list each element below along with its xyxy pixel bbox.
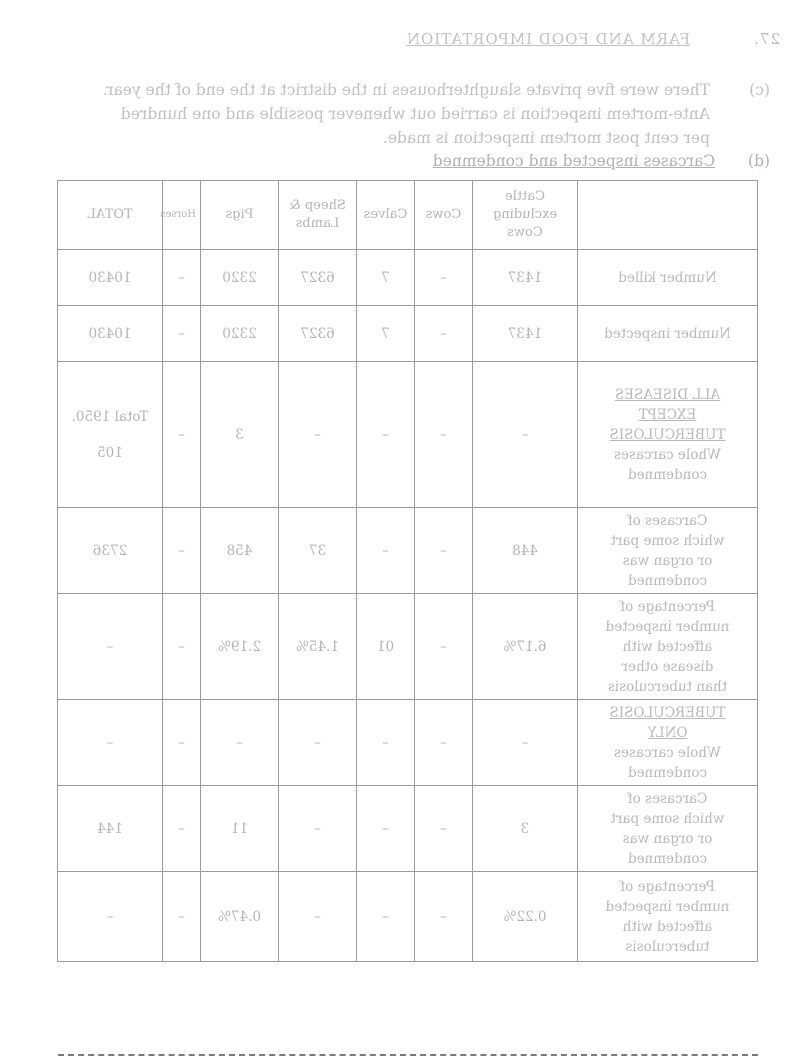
table-cell: 3 (201, 362, 279, 508)
row-description-line: condemned (627, 466, 708, 483)
table-cell: 144 (58, 786, 163, 872)
table-cell (58, 362, 163, 508)
table-cell: – (357, 362, 415, 508)
table-cell: – (473, 362, 578, 508)
table-cell: 3 (473, 786, 578, 872)
table-cell: – (415, 700, 473, 786)
table-cell: – (163, 700, 201, 786)
row-description-line: Carcases of (627, 790, 708, 807)
row-description (578, 872, 758, 962)
table-row (58, 786, 758, 872)
table-cell: – (279, 700, 357, 786)
table-cell: 1437 (473, 306, 578, 362)
row-description-line: which some part (610, 810, 725, 827)
row-description-line: Carcases of (627, 512, 708, 529)
table-row (58, 700, 758, 786)
table-cell: – (279, 786, 357, 872)
table-cell: 2320 (201, 306, 279, 362)
row-description-line: Number inspected (604, 325, 731, 342)
table-row (58, 362, 758, 508)
table-cell: – (201, 700, 279, 786)
row-description (578, 306, 758, 362)
row-description-line: Whole carcases (614, 446, 721, 463)
row-description-line: condemned (627, 764, 708, 781)
row-description-line: condemned (627, 850, 708, 867)
bottom-rule (58, 1054, 758, 1058)
running-head: FARM AND FOOD IMPORTATION (405, 30, 690, 48)
table-row (58, 872, 758, 962)
row-description-line: Number killed (618, 269, 717, 286)
table-cell: – (163, 594, 201, 700)
header-cell: TOTAL (58, 181, 163, 250)
table-cell: 2736 (58, 508, 163, 594)
table-cell: 0.22% (473, 872, 578, 962)
page-header (0, 30, 800, 60)
header-cell (578, 181, 758, 250)
row-description (578, 700, 758, 786)
table-cell: 7 (357, 306, 415, 362)
row-section-heading: TUBERCULOSIS (609, 426, 726, 443)
row-section-heading: EXCEPT (638, 406, 697, 423)
paragraph-c-label: (c) (749, 81, 770, 99)
row-description-line: number inspected (605, 898, 730, 915)
table-cell: – (279, 362, 357, 508)
row-description-line: disease other (621, 658, 714, 675)
table-cell: – (163, 250, 201, 306)
table-cell: – (415, 306, 473, 362)
header-cell: Sheep & Lambs (279, 181, 357, 250)
table-row (58, 594, 758, 700)
table-header-row (58, 181, 758, 250)
table-cell: 458 (201, 508, 279, 594)
carcase-table (57, 180, 758, 962)
row-description (578, 786, 758, 872)
table-row (58, 250, 758, 306)
row-section-heading: ONLY (647, 724, 688, 741)
row-description-line: number inspected (605, 618, 730, 635)
table-cell: 6327 (279, 250, 357, 306)
paragraph-d-label: (d) (747, 152, 770, 170)
row-description-line: which some part (610, 532, 725, 549)
table-cell: – (357, 872, 415, 962)
paragraph-d (433, 152, 770, 170)
page-number: 27. (753, 30, 780, 48)
header-cell: Calves (357, 181, 415, 250)
table-cell: – (415, 508, 473, 594)
table-cell: – (415, 786, 473, 872)
table-cell: 0.47% (201, 872, 279, 962)
table-cell: – (415, 872, 473, 962)
row-section-heading: ALL DISEASES (614, 386, 721, 403)
table-cell: – (473, 700, 578, 786)
table-cell: 6.17% (473, 594, 578, 700)
table-cell: – (163, 508, 201, 594)
table-cell: – (58, 700, 163, 786)
paragraph-d-heading: Carcases inspected and condemned (432, 152, 716, 170)
table-cell: – (415, 594, 473, 700)
table-cell: – (279, 872, 357, 962)
table-cell: 2.19% (201, 594, 279, 700)
row-description (578, 362, 758, 508)
table-cell: – (357, 508, 415, 594)
table-cell: – (357, 700, 415, 786)
table-cell: – (163, 872, 201, 962)
table-cell: – (58, 594, 163, 700)
row-description-line: affected with (622, 638, 713, 655)
table-cell: 11 (201, 786, 279, 872)
table-cell: 448 (473, 508, 578, 594)
table-cell: 01 (357, 594, 415, 700)
header-cell: Horses (163, 181, 201, 250)
header-cell: Cattle excluding Cows (473, 181, 578, 250)
row-description (578, 594, 758, 700)
table-cell: 37 (279, 508, 357, 594)
total-value: 105 (97, 444, 123, 461)
table-cell: – (163, 306, 201, 362)
table-cell: 2320 (201, 250, 279, 306)
table-cell: – (58, 872, 163, 962)
table-cell: – (163, 786, 201, 872)
table-cell: – (415, 362, 473, 508)
row-description-line: Whole carcases (614, 744, 721, 761)
row-description-line: Percentage of (620, 598, 715, 615)
paragraph-c-text: There were five private slaughterhouses in the district at the end of the year. Ante-mortem inspection is carried out whenever possible and one hundred per cent post mortem inspection is made. (102, 81, 710, 147)
table-cell: 6327 (279, 306, 357, 362)
row-description-line: than tuberculosis (607, 678, 728, 695)
row-section-heading: TUBERCULOSIS (609, 704, 726, 721)
row-description-line: or organ was (622, 830, 713, 847)
row-description-line: Percentage of (620, 878, 715, 895)
table-cell: 10430 (58, 250, 163, 306)
row-description-line: tuberculosis (625, 938, 710, 955)
table-cell: 1437 (473, 250, 578, 306)
table-cell: – (163, 362, 201, 508)
table-cell: – (357, 786, 415, 872)
row-description (578, 250, 758, 306)
table-cell: 1.45% (279, 594, 357, 700)
row-description-line: affected with (622, 918, 713, 935)
row-description-line: or organ was (622, 552, 713, 569)
table-cell: 7 (357, 250, 415, 306)
table-row (58, 306, 758, 362)
row-description-line: condemned (627, 572, 708, 589)
table-row (58, 508, 758, 594)
table-cell: 10430 (58, 306, 163, 362)
row-description (578, 508, 758, 594)
header-cell: Pigs (201, 181, 279, 250)
header-cell: Cows (415, 181, 473, 250)
table-cell: – (415, 250, 473, 306)
total-note: Total 1950. (71, 408, 149, 425)
